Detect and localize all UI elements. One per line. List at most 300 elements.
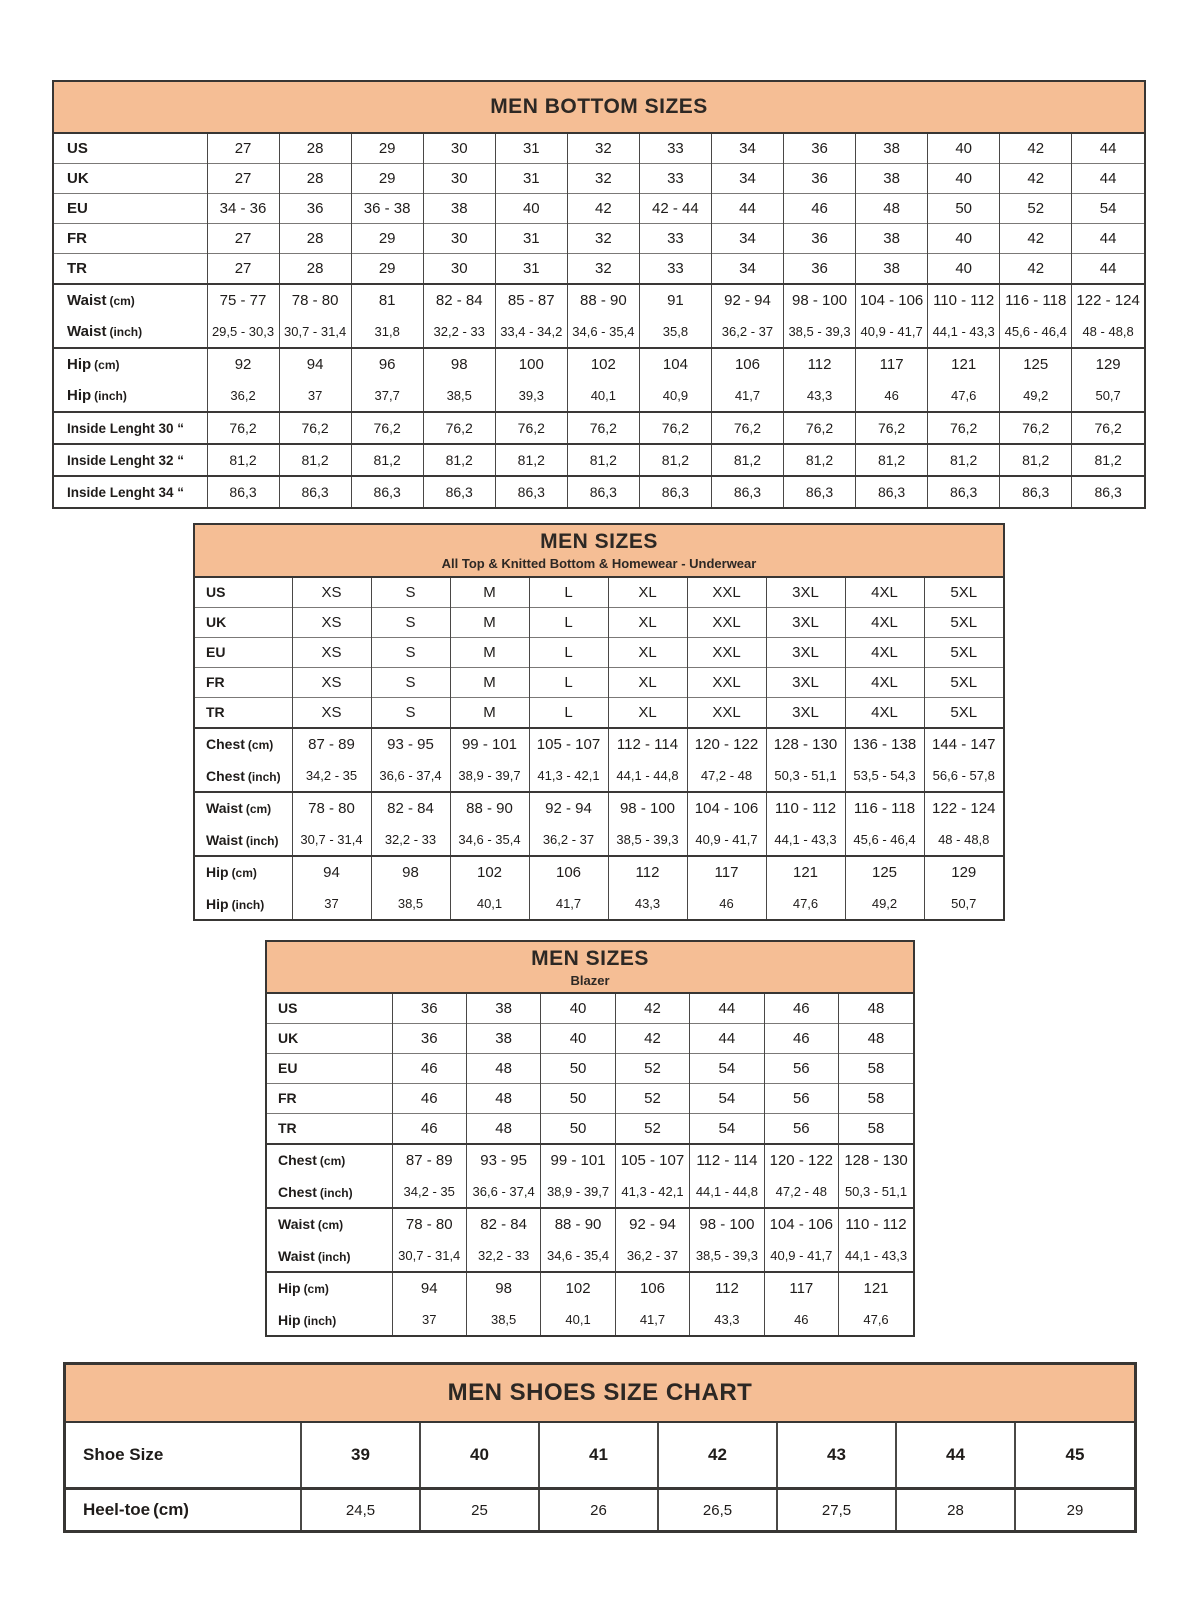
row-label [195, 728, 292, 760]
size-cell: 50,3 - 51,1 [766, 760, 845, 792]
size-cell: 38,5 - 39,3 [690, 1240, 764, 1272]
size-cell: 28 [896, 1489, 1015, 1531]
size-grid [54, 134, 1144, 507]
size-cell: 58 [839, 1114, 913, 1145]
table-row [267, 1240, 913, 1272]
size-cell: 96 [351, 348, 423, 380]
size-cell: 76,2 [423, 412, 495, 444]
size-cell: 112 [784, 348, 856, 380]
size-cell: 78 - 80 [292, 792, 371, 824]
size-cell: 25 [420, 1489, 539, 1531]
size-cell: 46 [784, 194, 856, 224]
size-cell: 44 [1072, 254, 1144, 285]
size-cell: 44 [690, 994, 764, 1024]
size-cell: 36 [392, 994, 466, 1024]
size-cell: 36 [392, 1024, 466, 1054]
size-cell: 54 [690, 1084, 764, 1114]
row-label-text: Hip [206, 895, 229, 912]
size-cell: 36 [279, 194, 351, 224]
size-cell: L [529, 698, 608, 729]
row-label-text: Chest [206, 736, 245, 752]
table-header [267, 942, 913, 994]
size-cell: 75 - 77 [207, 284, 279, 316]
size-cell: 81,2 [1000, 444, 1072, 476]
size-cell: 125 [845, 856, 924, 888]
size-cell: XL [608, 638, 687, 668]
size-cell: 4XL [845, 698, 924, 729]
row-label-text: TR [67, 260, 87, 277]
size-cell: 76,2 [351, 412, 423, 444]
size-cell: 47,6 [766, 888, 845, 919]
row-unit-text: (inch) [109, 325, 143, 339]
size-cell: 45,6 - 46,4 [1000, 316, 1072, 348]
size-cell: 50,3 - 51,1 [839, 1176, 913, 1208]
size-cell: 88 - 90 [541, 1208, 615, 1240]
size-cell: 47,6 [928, 380, 1000, 412]
size-cell: 36 [784, 164, 856, 194]
size-cell: 50 [928, 194, 1000, 224]
table-row [195, 578, 1003, 608]
row-label-text: Chest [206, 767, 245, 784]
row-label [267, 1054, 392, 1084]
size-cell: 27 [207, 254, 279, 285]
size-cell: 76,2 [207, 412, 279, 444]
size-cell: 35,8 [639, 316, 711, 348]
size-cell: 48 - 48,8 [924, 824, 1003, 856]
size-cell: 49,2 [1000, 380, 1072, 412]
size-cell: 53,5 - 54,3 [845, 760, 924, 792]
size-cell: 42 [1000, 134, 1072, 164]
size-cell: 116 - 118 [845, 792, 924, 824]
size-cell: 106 [711, 348, 783, 380]
size-cell: 86,3 [1072, 476, 1144, 507]
size-cell: 47,2 - 48 [764, 1176, 838, 1208]
size-cell: 121 [766, 856, 845, 888]
table-row [195, 760, 1003, 792]
row-label-text: Waist [67, 292, 107, 309]
size-cell: 44,1 - 44,8 [608, 760, 687, 792]
row-label [267, 994, 392, 1024]
size-cell: 52 [615, 1114, 689, 1145]
size-cell: 56 [764, 1114, 838, 1145]
size-cell: 3XL [766, 638, 845, 668]
row-unit-text: (cm) [303, 1282, 329, 1296]
size-cell: 38 [856, 134, 928, 164]
size-cell: 117 [856, 348, 928, 380]
table-row [267, 1024, 913, 1054]
row-label [54, 380, 207, 412]
size-cell: 28 [279, 134, 351, 164]
size-cell: 47,2 - 48 [687, 760, 766, 792]
table-row [54, 444, 1144, 476]
size-cell: 38 [423, 194, 495, 224]
size-cell: 44 [690, 1024, 764, 1054]
size-cell: 81,2 [351, 444, 423, 476]
size-cell: 98 - 100 [690, 1208, 764, 1240]
size-cell: 43,3 [784, 380, 856, 412]
row-label [195, 578, 292, 608]
row-label-text: FR [67, 230, 87, 247]
size-cell: 81,2 [1072, 444, 1144, 476]
size-cell: 99 - 101 [450, 728, 529, 760]
size-cell: 81,2 [711, 444, 783, 476]
size-cell: 76,2 [928, 412, 1000, 444]
size-cell: 41 [539, 1423, 658, 1489]
row-label [267, 1176, 392, 1208]
size-cell: 87 - 89 [292, 728, 371, 760]
size-cell: 36 [784, 254, 856, 285]
row-unit-text: (inch) [319, 1185, 353, 1200]
size-cell: 81,2 [639, 444, 711, 476]
size-cell: 105 - 107 [615, 1144, 689, 1176]
size-cell: XS [292, 668, 371, 698]
size-cell: 33 [639, 254, 711, 285]
size-cell: 27,5 [777, 1489, 896, 1531]
size-cell: 93 - 95 [371, 728, 450, 760]
size-cell: 122 - 124 [924, 792, 1003, 824]
size-cell: XS [292, 698, 371, 729]
size-cell: 121 [928, 348, 1000, 380]
table-title: MEN BOTTOM SIZES [490, 95, 708, 118]
row-label [54, 348, 207, 380]
size-cell: 36 [784, 134, 856, 164]
size-cell: 44 [1072, 164, 1144, 194]
row-label [267, 1208, 392, 1240]
size-cell: 46 [687, 888, 766, 919]
row-label [54, 194, 207, 224]
size-cell: 40 [928, 224, 1000, 254]
size-cell: 99 - 101 [541, 1144, 615, 1176]
size-cell: 50 [541, 1114, 615, 1145]
table-row [267, 1144, 913, 1176]
size-cell: 117 [687, 856, 766, 888]
row-label-text: Waist [206, 800, 243, 816]
table-row [54, 476, 1144, 507]
size-cell: 52 [615, 1054, 689, 1084]
size-cell: 31 [495, 134, 567, 164]
size-cell: 42 [1000, 254, 1072, 285]
row-label [54, 444, 207, 476]
size-grid [66, 1423, 1134, 1530]
size-cell: 39 [301, 1423, 420, 1489]
row-label-text: TR [278, 1120, 297, 1136]
size-cell: 38,5 [466, 1304, 540, 1335]
size-cell: 82 - 84 [466, 1208, 540, 1240]
row-label [267, 1084, 392, 1114]
row-label-text: Hip [206, 864, 229, 880]
size-cell: 24,5 [301, 1489, 420, 1531]
size-cell: 44,1 - 44,8 [690, 1176, 764, 1208]
size-cell: 27 [207, 224, 279, 254]
row-label [267, 1114, 392, 1145]
row-label [54, 224, 207, 254]
size-cell: 81,2 [567, 444, 639, 476]
size-cell: 34,6 - 35,4 [541, 1240, 615, 1272]
table-row [267, 1272, 913, 1304]
size-cell: 40 [420, 1423, 539, 1489]
row-label-text: US [67, 140, 88, 157]
size-cell: 4XL [845, 578, 924, 608]
size-cell: S [371, 608, 450, 638]
size-cell: 40,1 [567, 380, 639, 412]
table-header [54, 82, 1144, 134]
size-cell: 92 [207, 348, 279, 380]
size-cell: 44,1 - 43,3 [928, 316, 1000, 348]
size-cell: 42 [1000, 224, 1072, 254]
size-cell: 129 [1072, 348, 1144, 380]
size-cell: 28 [279, 224, 351, 254]
size-cell: 48 [856, 194, 928, 224]
men-bottom-sizes-table [52, 80, 1146, 509]
size-cell: 85 - 87 [495, 284, 567, 316]
size-cell: M [450, 698, 529, 729]
size-cell: 48 [466, 1054, 540, 1084]
size-cell: 26 [539, 1489, 658, 1531]
table-header [66, 1365, 1134, 1423]
row-unit-text: (cm) [109, 294, 135, 308]
row-unit-text: (cm) [317, 1218, 344, 1232]
size-cell: 30 [423, 254, 495, 285]
size-cell: 50 [541, 1054, 615, 1084]
size-cell: 30,7 - 31,4 [392, 1240, 466, 1272]
size-cell: 78 - 80 [279, 284, 351, 316]
size-cell: 98 [423, 348, 495, 380]
size-cell: 48 - 48,8 [1072, 316, 1144, 348]
size-cell: 112 - 114 [608, 728, 687, 760]
size-cell: 128 - 130 [766, 728, 845, 760]
size-cell: 76,2 [495, 412, 567, 444]
size-cell: 30 [423, 134, 495, 164]
row-unit-text: (inch) [303, 1313, 337, 1328]
row-label-text: FR [206, 674, 225, 690]
row-label [267, 1304, 392, 1335]
size-cell: 36,2 - 37 [615, 1240, 689, 1272]
row-label [54, 284, 207, 316]
row-label-text: Waist [278, 1247, 315, 1264]
size-cell: XS [292, 638, 371, 668]
row-unit-text: (cm) [94, 358, 120, 372]
table-title: MEN SIZES [531, 946, 649, 970]
size-cell: 48 [839, 1024, 913, 1054]
size-cell: M [450, 608, 529, 638]
size-cell: 46 [392, 1054, 466, 1084]
row-label [267, 1272, 392, 1304]
size-cell: 76,2 [567, 412, 639, 444]
row-label-text: FR [278, 1090, 297, 1106]
size-cell: 40 [541, 1024, 615, 1054]
size-cell: L [529, 578, 608, 608]
size-cell: 37 [292, 888, 371, 919]
size-cell: 81 [351, 284, 423, 316]
row-label-text: US [206, 584, 226, 600]
size-cell: 81,2 [207, 444, 279, 476]
size-cell: 40 [495, 194, 567, 224]
row-label [195, 792, 292, 824]
row-label [267, 1240, 392, 1272]
size-cell: 42 - 44 [639, 194, 711, 224]
size-cell: XXL [687, 698, 766, 729]
size-cell: 31 [495, 164, 567, 194]
row-label-text: Inside Lenght 32 “ [67, 453, 185, 468]
size-cell: 110 - 112 [928, 284, 1000, 316]
size-cell: 44 [1072, 224, 1144, 254]
size-cell: 41,3 - 42,1 [615, 1176, 689, 1208]
size-cell: 36 [784, 224, 856, 254]
size-cell: 116 - 118 [1000, 284, 1072, 316]
size-cell: 122 - 124 [1072, 284, 1144, 316]
table-row [66, 1423, 1134, 1489]
size-cell: S [371, 698, 450, 729]
size-cell: 58 [839, 1084, 913, 1114]
size-cell: 120 - 122 [764, 1144, 838, 1176]
row-label-text: UK [67, 170, 89, 187]
table-row [195, 728, 1003, 760]
table-row [54, 254, 1144, 285]
size-cell: 46 [392, 1084, 466, 1114]
size-cell: 32,2 - 33 [371, 824, 450, 856]
size-cell: 45 [1015, 1423, 1134, 1489]
size-cell: 5XL [924, 668, 1003, 698]
row-unit-text: (cm) [245, 802, 272, 816]
row-label [195, 668, 292, 698]
size-cell: 82 - 84 [371, 792, 450, 824]
size-cell: 46 [764, 994, 838, 1024]
size-cell: 76,2 [711, 412, 783, 444]
table-row [54, 380, 1144, 412]
size-cell: 27 [207, 164, 279, 194]
size-cell: 58 [839, 1054, 913, 1084]
table-row [267, 1084, 913, 1114]
size-cell: 33 [639, 164, 711, 194]
size-cell: 42 [615, 1024, 689, 1054]
table-row [195, 668, 1003, 698]
row-label-text: US [278, 1000, 298, 1016]
size-cell: XL [608, 668, 687, 698]
size-cell: 81,2 [423, 444, 495, 476]
table-row [195, 824, 1003, 856]
size-cell: 49,2 [845, 888, 924, 919]
row-label-text: Inside Lenght 34 “ [67, 485, 185, 500]
size-cell: 76,2 [279, 412, 351, 444]
size-cell: 38,5 - 39,3 [608, 824, 687, 856]
size-cell: 29 [351, 224, 423, 254]
row-label-text: Waist [278, 1216, 315, 1232]
size-cell: 36 - 38 [351, 194, 423, 224]
size-cell: 30 [423, 164, 495, 194]
size-cell: 40,1 [450, 888, 529, 919]
size-cell: 38,5 [371, 888, 450, 919]
size-cell: 3XL [766, 578, 845, 608]
size-cell: M [450, 668, 529, 698]
size-cell: XL [608, 698, 687, 729]
size-cell: 36,2 - 37 [711, 316, 783, 348]
size-cell: 34 [711, 134, 783, 164]
size-cell: 4XL [845, 668, 924, 698]
size-cell: 32 [567, 134, 639, 164]
table-title: MEN SIZES [540, 530, 658, 553]
size-cell: 94 [392, 1272, 466, 1304]
size-cell: 86,3 [495, 476, 567, 507]
size-cell: 44 [896, 1423, 1015, 1489]
size-cell: 4XL [845, 608, 924, 638]
row-label-text: EU [278, 1060, 298, 1076]
size-cell: 40 [928, 134, 1000, 164]
row-unit-text: (cm) [319, 1154, 346, 1168]
row-label-text: Hip [67, 356, 92, 373]
size-cell: S [371, 578, 450, 608]
table-row [267, 1176, 913, 1208]
size-cell: 104 [639, 348, 711, 380]
size-cell: 5XL [924, 578, 1003, 608]
row-label-text: EU [67, 200, 88, 217]
size-cell: 43 [777, 1423, 896, 1489]
table-row [66, 1489, 1134, 1531]
size-cell: 98 - 100 [784, 284, 856, 316]
size-cell: 36,6 - 37,4 [371, 760, 450, 792]
size-cell: 40 [541, 994, 615, 1024]
size-cell: 32 [567, 224, 639, 254]
size-cell: 40,9 - 41,7 [687, 824, 766, 856]
size-cell: 110 - 112 [839, 1208, 913, 1240]
size-cell: 86,3 [784, 476, 856, 507]
row-unit-text: (cm) [247, 738, 274, 752]
size-cell: 98 [466, 1272, 540, 1304]
row-label [54, 164, 207, 194]
size-cell: 40 [928, 254, 1000, 285]
row-label [66, 1489, 301, 1531]
size-cell: 129 [924, 856, 1003, 888]
size-cell: 144 - 147 [924, 728, 1003, 760]
row-label [66, 1423, 301, 1489]
size-cell: XXL [687, 608, 766, 638]
size-cell: 88 - 90 [450, 792, 529, 824]
size-cell: 102 [450, 856, 529, 888]
row-label-text: Hip [278, 1311, 301, 1328]
size-cell: 106 [529, 856, 608, 888]
size-cell: 45,6 - 46,4 [845, 824, 924, 856]
size-cell: 121 [839, 1272, 913, 1304]
size-cell: L [529, 608, 608, 638]
size-cell: 46 [856, 380, 928, 412]
size-cell: 37 [392, 1304, 466, 1335]
size-cell: 117 [764, 1272, 838, 1304]
row-label-text: EU [206, 644, 226, 660]
size-cell: 40,1 [541, 1304, 615, 1335]
size-cell: 50,7 [1072, 380, 1144, 412]
size-cell: 42 [567, 194, 639, 224]
size-cell: 38 [856, 164, 928, 194]
size-cell: 34 [711, 254, 783, 285]
size-cell: 36,2 - 37 [529, 824, 608, 856]
row-unit-text: (inch) [231, 897, 265, 912]
size-cell: 76,2 [1072, 412, 1144, 444]
men-sizes-top-table [193, 523, 1005, 921]
size-cell: 86,3 [1000, 476, 1072, 507]
row-label [195, 760, 292, 792]
size-cell: XXL [687, 668, 766, 698]
row-unit-text: (inch) [245, 833, 279, 848]
size-cell: 44,1 - 43,3 [839, 1240, 913, 1272]
row-label-text: Waist [206, 831, 243, 848]
size-cell: L [529, 638, 608, 668]
table-row [54, 284, 1144, 316]
size-cell: 92 - 94 [615, 1208, 689, 1240]
size-cell: 40,9 - 41,7 [764, 1240, 838, 1272]
size-cell: 29 [351, 134, 423, 164]
row-unit-text: (inch) [317, 1249, 351, 1264]
size-cell: 34 [711, 224, 783, 254]
table-row [195, 856, 1003, 888]
